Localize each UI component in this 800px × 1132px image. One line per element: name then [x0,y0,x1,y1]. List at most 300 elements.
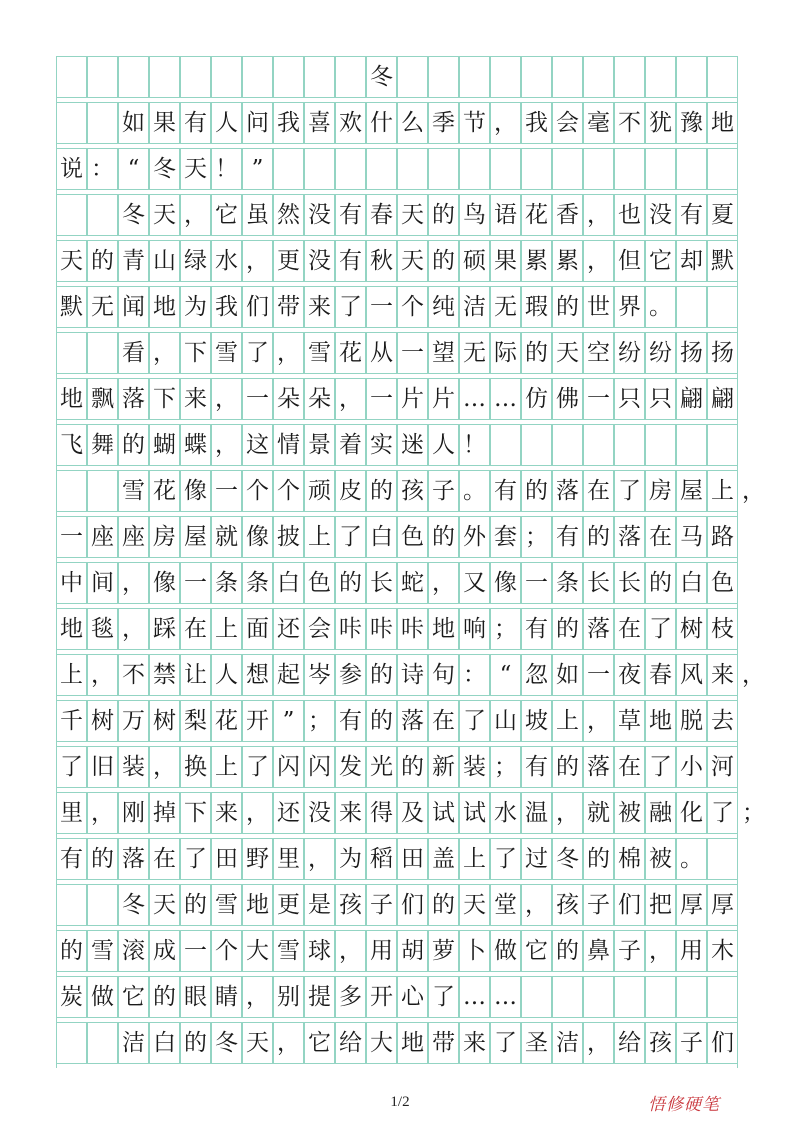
grid-cell: 翩 [707,378,738,420]
grid-cell [87,332,118,374]
grid-cell: “ [118,148,149,190]
grid-cell: 的 [366,654,397,696]
grid-cell: 飞 [56,424,87,466]
grid-cell: 来 [180,378,211,420]
grid-cell: 又 [459,562,490,604]
grid-cell: 山 [490,700,521,742]
grid-cell: ” [242,148,273,190]
grid-cell [707,424,738,466]
grid-cell: 圣 [521,1022,552,1064]
grid-cell: 花 [521,194,552,236]
grid-cell: 像 [242,516,273,558]
grid-cell: 舞 [87,424,118,466]
grid-cell: ： [87,148,118,190]
overflow-punctuation: ， [742,661,765,688]
grid-cell: 了 [645,608,676,650]
grid-cell: 我 [211,286,242,328]
grid-cell: 树 [676,608,707,650]
grid-cell: 冬 [149,148,180,190]
grid-cell: 雪 [273,930,304,972]
grid-cell: 界 [614,286,645,328]
grid-cell: 翩 [676,378,707,420]
grid-cell [459,56,490,98]
grid-cell: 被 [645,838,676,880]
grid-cell: 冬 [366,56,397,98]
grid-cell: 朵 [304,378,335,420]
grid-cell: 句 [428,654,459,696]
grid-cell: 了 [490,838,521,880]
grid-cell: 顽 [304,470,335,512]
text-row [56,746,738,792]
grid-cell: 落 [614,516,645,558]
grid-cell: 眼 [180,976,211,1018]
grid-cell: 孩 [397,470,428,512]
grid-cell: 了 [707,792,738,834]
grid-cell [56,194,87,236]
grid-cell [335,56,366,98]
grid-cell: 一 [242,378,273,420]
grid-cell [87,884,118,926]
grid-cell: 新 [428,746,459,788]
grid-cell [118,56,149,98]
grid-cell [676,148,707,190]
grid-cell: 夜 [614,654,645,696]
grid-cell: 累 [552,240,583,282]
grid-cell: 坡 [521,700,552,742]
grid-cell: 一 [366,286,397,328]
grid-cell: 的 [118,424,149,466]
grid-cell: 飘 [87,378,118,420]
grid-cell: 鸟 [459,194,490,236]
grid-cell: ， [490,102,521,144]
grid-cell: 的 [366,470,397,512]
grid-cell: 它 [118,976,149,1018]
grid-cell: 成 [149,930,180,972]
grid-cell: 脱 [676,700,707,742]
grid-cell: 上 [459,838,490,880]
grid-cell [552,148,583,190]
grid-cell: ， [304,838,335,880]
grid-cell: 了 [428,976,459,1018]
grid-cell [707,148,738,190]
grid-cell: 个 [273,470,304,512]
grid-cell: 它 [304,1022,335,1064]
grid-cell [56,470,87,512]
grid-cell: ， [87,654,118,696]
grid-cell [273,148,304,190]
grid-cell: 一 [521,562,552,604]
grid-cell: 旧 [87,746,118,788]
grid-cell: 的 [645,562,676,604]
grid-cell: 鼻 [583,930,614,972]
grid-cell: 下 [149,378,180,420]
grid-cell: 默 [56,286,87,328]
grid-cell: 及 [397,792,428,834]
grid-cell: 无 [459,332,490,374]
grid-cell: 们 [614,884,645,926]
grid-cell: ， [242,240,273,282]
grid-cell: 小 [676,746,707,788]
grid-cell: … [459,976,490,1018]
grid-cell [87,1022,118,1064]
grid-cell: 在 [614,608,645,650]
overflow-punctuation [738,286,769,328]
grid-cell: 还 [273,608,304,650]
grid-cell [614,424,645,466]
grid-cell: 的 [87,240,118,282]
grid-cell: 雪 [211,332,242,374]
grid-cell: 棉 [614,838,645,880]
grid-cell: 了 [180,838,211,880]
grid-cell: 天 [149,194,180,236]
grid-cell: ； [304,700,335,742]
grid-cell: 么 [397,102,428,144]
grid-cell [583,976,614,1018]
grid-cell: 有 [56,838,87,880]
grid-cell: 纯 [428,286,459,328]
grid-cell: 条 [552,562,583,604]
text-row [56,1022,738,1068]
grid-cell: 了 [335,516,366,558]
grid-cell: 子 [676,1022,707,1064]
grid-cell: 里 [56,792,87,834]
grid-cell: 冬 [211,1022,242,1064]
grid-cell: 景 [304,424,335,466]
grid-cell: 是 [304,884,335,926]
grid-cell: 像 [180,470,211,512]
grid-cell: 得 [366,792,397,834]
grid-cell: 落 [397,700,428,742]
grid-cell: 一 [211,470,242,512]
grid-cell: ， [335,930,366,972]
grid-cell: 没 [304,792,335,834]
grid-cell [707,56,738,98]
grid-cell: 咔 [397,608,428,650]
grid-cell: 上 [211,608,242,650]
grid-cell: 刚 [118,792,149,834]
grid-cell: 来 [304,286,335,328]
grid-cell: 片 [428,378,459,420]
grid-cell: 天 [397,194,428,236]
grid-cell: 上 [211,746,242,788]
grid-cell: 无 [490,286,521,328]
grid-cell: ， [521,884,552,926]
grid-cell: 木 [707,930,738,972]
grid-cell: 孩 [552,884,583,926]
grid-cell: ， [149,332,180,374]
grid-cell: 一 [366,378,397,420]
grid-cell: 毯 [87,608,118,650]
grid-cell: 人 [428,424,459,466]
grid-cell: 在 [428,700,459,742]
grid-cell: 犹 [645,102,676,144]
grid-cell: 有 [676,194,707,236]
grid-cell: 不 [118,654,149,696]
grid-cell: 语 [490,194,521,236]
text-row [56,976,738,1022]
grid-cell: 让 [180,654,211,696]
grid-cell: … [490,976,521,1018]
grid-cell [242,56,273,98]
grid-cell: 的 [521,470,552,512]
grid-cell: 在 [149,838,180,880]
grid-cell: ， [645,930,676,972]
grid-cell: 问 [242,102,273,144]
grid-cell: 在 [645,516,676,558]
brand-logo: 悟修硬笔 [648,1095,720,1115]
grid-cell: 做 [87,976,118,1018]
grid-cell: 会 [552,102,583,144]
grid-cell: 大 [366,1022,397,1064]
grid-cell: 条 [242,562,273,604]
grid-cell: 中 [56,562,87,604]
grid-cell [335,148,366,190]
grid-cell: 上 [304,516,335,558]
grid-cell: 际 [490,332,521,374]
grid-cell: 了 [614,470,645,512]
grid-cell: 地 [397,1022,428,1064]
text-row [56,700,738,746]
grid-cell: 地 [56,378,87,420]
grid-cell [490,424,521,466]
grid-cell: 豫 [676,102,707,144]
grid-cell: 它 [521,930,552,972]
grid-cell: 。 [676,838,707,880]
grid-cell: 给 [614,1022,645,1064]
row-gap [56,1064,738,1068]
grid-cell: ！ [459,424,490,466]
grid-cell: 换 [180,746,211,788]
grid-cell: 卜 [459,930,490,972]
grid-cell: 座 [87,516,118,558]
grid-cell [87,470,118,512]
grid-cell: 的 [583,838,614,880]
text-row [56,562,738,608]
grid-cell: 天 [56,240,87,282]
grid-cell: 在 [583,470,614,512]
grid-cell: 我 [521,102,552,144]
grid-cell: 的 [552,608,583,650]
grid-cell: 间 [87,562,118,604]
grid-cell: 给 [335,1022,366,1064]
grid-cell: 白 [149,1022,180,1064]
grid-cell: 的 [180,884,211,926]
grid-cell: 开 [366,976,397,1018]
grid-cell [552,976,583,1018]
grid-cell [707,976,738,1018]
grid-cell [521,148,552,190]
grid-cell: 天 [459,884,490,926]
grid-cell: 冬 [118,884,149,926]
grid-cell: 落 [583,746,614,788]
grid-cell: 多 [335,976,366,1018]
grid-cell: 野 [242,838,273,880]
grid-cell: 喜 [304,102,335,144]
text-row [56,608,738,654]
grid-cell: ， [428,562,459,604]
grid-cell: 有 [521,608,552,650]
grid-cell [87,194,118,236]
grid-cell: 有 [335,240,366,282]
grid-cell: 咔 [335,608,366,650]
grid-cell: 响 [459,608,490,650]
grid-cell: 咔 [366,608,397,650]
grid-cell [645,424,676,466]
grid-cell: ， [273,332,304,374]
grid-cell [676,56,707,98]
grid-cell: 了 [490,1022,521,1064]
grid-cell: 马 [676,516,707,558]
grid-cell: 心 [397,976,428,1018]
grid-cell [149,56,180,98]
grid-cell: 的 [552,746,583,788]
grid-cell: 。 [459,470,490,512]
grid-cell: 山 [149,240,180,282]
grid-cell: 别 [273,976,304,1018]
grid-cell: 蛇 [397,562,428,604]
grid-cell: 。 [645,286,676,328]
grid-cell: 孩 [335,884,366,926]
grid-cell: 毫 [583,102,614,144]
grid-cell: 忽 [521,654,552,696]
grid-cell: 上 [552,700,583,742]
grid-cell: 地 [645,700,676,742]
grid-cell: 更 [273,884,304,926]
grid-cell: 过 [521,838,552,880]
grid-cell: 闻 [118,286,149,328]
grid-cell: 雪 [211,884,242,926]
grid-cell: 春 [366,194,397,236]
grid-cell: 长 [583,562,614,604]
grid-cell: 堂 [490,884,521,926]
grid-cell [707,286,738,328]
text-row [56,516,738,562]
grid-cell: 从 [366,332,397,374]
grid-cell: 地 [56,608,87,650]
grid-cell [490,56,521,98]
grid-cell: 却 [676,240,707,282]
grid-cell [87,56,118,98]
grid-cell: ， [335,378,366,420]
grid-cell: 只 [645,378,676,420]
grid-cell: 的 [366,700,397,742]
grid-cell: 大 [242,930,273,972]
grid-cell: 化 [676,792,707,834]
grid-cell: ， [118,608,149,650]
grid-cell: 禁 [149,654,180,696]
grid-cell: 发 [335,746,366,788]
grid-cell: 的 [428,240,459,282]
grid-cell: … [459,378,490,420]
grid-cell: 个 [397,286,428,328]
grid-cell: 累 [521,240,552,282]
grid-cell: 一 [180,562,211,604]
text-row [56,194,738,240]
grid-cell: 如 [118,102,149,144]
grid-cell: 欢 [335,102,366,144]
grid-cell: 在 [180,608,211,650]
grid-cell: 炭 [56,976,87,1018]
grid-cell [428,56,459,98]
grid-cell: 滚 [118,930,149,972]
grid-cell: 有 [180,102,211,144]
grid-cell [552,56,583,98]
grid-cell [428,148,459,190]
grid-cell: 闪 [304,746,335,788]
grid-cell: 然 [273,194,304,236]
text-row [56,286,738,332]
grid-cell: 下 [180,792,211,834]
grid-cell: ， [242,976,273,1018]
grid-cell: 参 [335,654,366,696]
grid-cell: 雪 [118,470,149,512]
grid-cell: 面 [242,608,273,650]
grid-cell: 诗 [397,654,428,696]
grid-cell: 的 [428,884,459,926]
grid-cell: 望 [428,332,459,374]
grid-cell: ； [490,608,521,650]
text-row [56,930,738,976]
grid-cell: 虽 [242,194,273,236]
grid-cell: 草 [614,700,645,742]
grid-cell: 的 [180,1022,211,1064]
text-row [56,792,765,838]
grid-cell: 这 [242,424,273,466]
grid-cell: 装 [459,746,490,788]
grid-cell: 被 [614,792,645,834]
grid-cell: 胡 [397,930,428,972]
grid-cell: 了 [242,332,273,374]
grid-cell [304,56,335,98]
grid-cell: ： [459,654,490,696]
grid-cell: 来 [707,654,738,696]
grid-cell: 落 [118,378,149,420]
grid-cell: 们 [707,1022,738,1064]
grid-cell: 朵 [273,378,304,420]
grid-cell: 来 [335,792,366,834]
grid-cell: 盖 [428,838,459,880]
grid-cell: 雪 [304,332,335,374]
grid-cell: 的 [56,930,87,972]
grid-cell: 融 [645,792,676,834]
grid-cell: 闪 [273,746,304,788]
grid-cell: 梨 [180,700,211,742]
grid-cell: 人 [211,102,242,144]
grid-cell: 试 [428,792,459,834]
grid-cell: 树 [149,700,180,742]
grid-cell [614,148,645,190]
grid-cell: 提 [304,976,335,1018]
grid-cell: 子 [428,470,459,512]
grid-cell: 们 [242,286,273,328]
grid-cell: 天 [180,148,211,190]
grid-cell [87,102,118,144]
grid-cell: 的 [521,332,552,374]
grid-cell [552,424,583,466]
grid-cell: 什 [366,102,397,144]
grid-cell: ， [87,792,118,834]
grid-cell: 子 [366,884,397,926]
grid-cell: ， [583,700,614,742]
grid-cell: 为 [335,838,366,880]
overflow-punctuation [738,424,769,466]
grid-cell: 的 [428,516,459,558]
grid-cell [490,148,521,190]
grid-cell [56,332,87,374]
grid-cell: 空 [583,332,614,374]
grid-cell: 个 [211,930,242,972]
grid-cell: 了 [56,746,87,788]
